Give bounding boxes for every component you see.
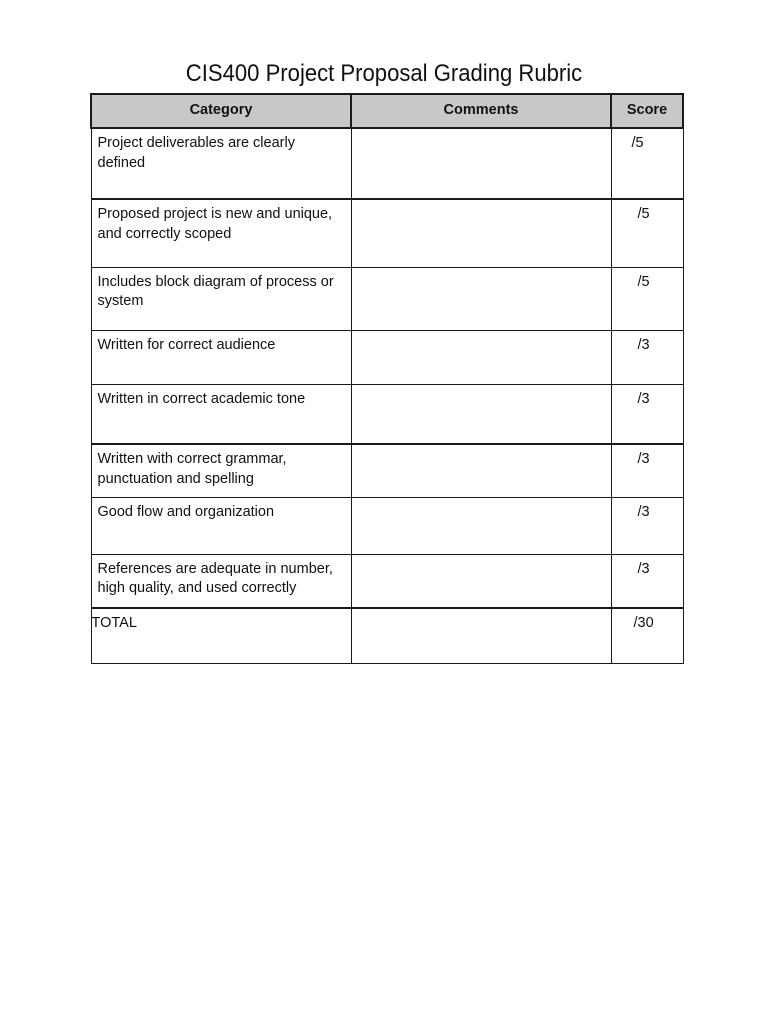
score-text: /3 xyxy=(637,336,650,353)
comments-cell[interactable] xyxy=(351,199,611,267)
category-text: References are adequate in number, high quality, and used correctly xyxy=(97,560,333,596)
table-row xyxy=(91,554,683,608)
score-cell[interactable] xyxy=(611,497,683,554)
score-cell[interactable] xyxy=(611,267,683,330)
score-text: /5 xyxy=(637,206,650,222)
score-cell[interactable] xyxy=(611,128,683,199)
category-cell xyxy=(91,554,351,608)
category-cell xyxy=(91,199,351,267)
page-title: CIS400 Project Proposal Grading Rubric xyxy=(185,60,583,88)
total-score: /30 xyxy=(633,615,654,631)
comments-cell[interactable] xyxy=(351,330,611,384)
category-text: Written for correct audience xyxy=(97,336,276,353)
total-score-cell[interactable] xyxy=(611,608,683,663)
comments-cell[interactable] xyxy=(351,444,611,497)
score-text: /3 xyxy=(637,451,650,467)
table-row xyxy=(91,267,683,330)
category-header: Category xyxy=(91,94,351,128)
score-text: /3 xyxy=(637,560,650,577)
score-header: Score xyxy=(611,94,683,128)
table-row xyxy=(91,199,683,267)
table-row xyxy=(91,128,683,199)
table-row xyxy=(91,330,683,384)
category-cell xyxy=(91,384,351,444)
table-row xyxy=(91,497,683,554)
comments-cell[interactable] xyxy=(351,128,611,199)
category-text: Proposed project is new and unique, and correctly scoped xyxy=(97,206,333,242)
category-cell xyxy=(91,444,351,497)
table-row xyxy=(91,444,683,497)
score-cell[interactable] xyxy=(611,444,683,497)
category-text: Written with correct grammar, punctuation and spelling xyxy=(97,451,287,487)
score-text: /5 xyxy=(637,273,650,290)
comments-cell[interactable] xyxy=(351,554,611,608)
score-cell[interactable] xyxy=(611,554,683,608)
category-text: Includes block diagram of process or system xyxy=(97,273,334,309)
total-row xyxy=(91,608,683,663)
score-cell[interactable] xyxy=(611,330,683,384)
score-text: /5 xyxy=(631,135,644,151)
total-label: TOTAL xyxy=(91,615,137,631)
score-text: /3 xyxy=(637,390,650,407)
comments-cell[interactable] xyxy=(351,497,611,554)
category-cell xyxy=(91,128,351,199)
comments-cell[interactable] xyxy=(351,384,611,444)
category-text: Good flow and organization xyxy=(97,503,275,520)
category-text: Project deliverables are clearly defined xyxy=(97,135,295,171)
header-row xyxy=(91,94,683,128)
total-comments-cell[interactable] xyxy=(351,608,611,663)
comments-header: Comments xyxy=(351,94,611,128)
score-cell[interactable] xyxy=(611,384,683,444)
total-label-cell xyxy=(91,608,351,663)
table-row xyxy=(91,384,683,444)
category-text: Written in correct academic tone xyxy=(97,390,306,407)
score-cell[interactable] xyxy=(611,199,683,267)
category-cell xyxy=(91,267,351,330)
score-text: /3 xyxy=(637,503,650,520)
category-cell xyxy=(91,497,351,554)
rubric-table xyxy=(90,93,684,664)
category-cell xyxy=(91,330,351,384)
comments-cell[interactable] xyxy=(351,267,611,330)
